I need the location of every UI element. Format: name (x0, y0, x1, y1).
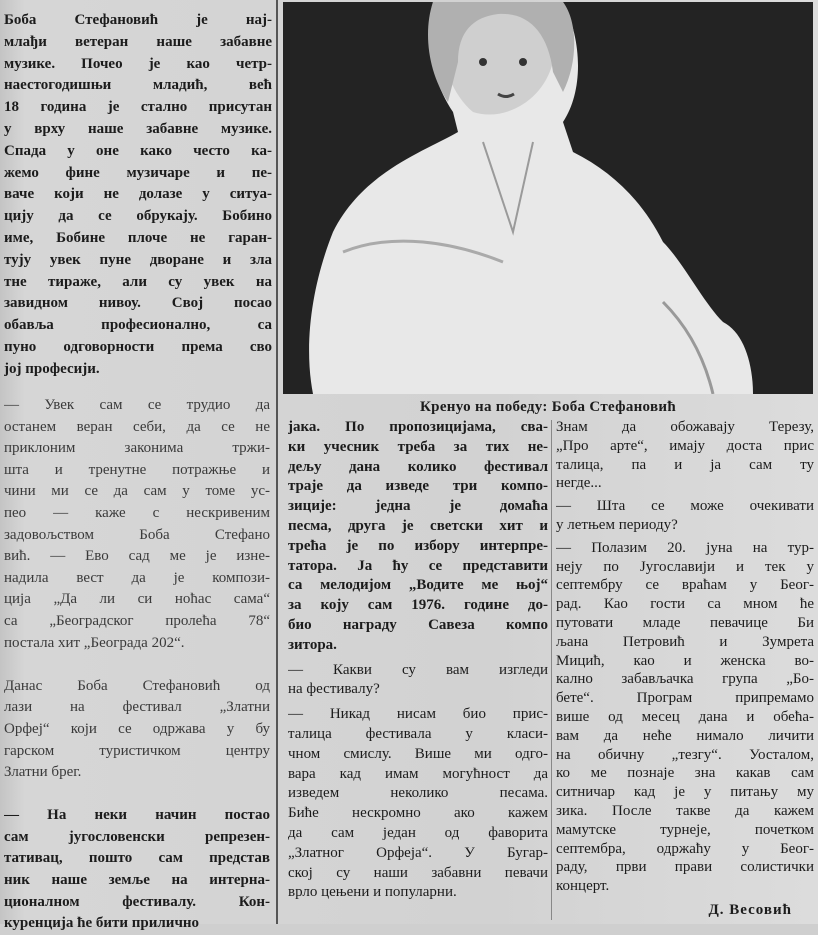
text-line: траје да изведе три компо- (288, 478, 548, 495)
text-line: зитора. (288, 636, 337, 653)
text-line: Орфеј“ који се одржава у бу (4, 720, 270, 737)
text-line: ки учесник треба за тих не- (288, 438, 548, 455)
photo-boba-stefanovic (283, 2, 813, 394)
text-line: надила вест да је компози- (4, 569, 270, 586)
text-line: дељу дана колико фестивал (288, 458, 548, 475)
text-line: Биће нескромно ако кажем (288, 805, 548, 822)
text-line: са мелодијом „Водите ме њој“ (288, 577, 548, 594)
text-line: путовати младе певачице Би (556, 614, 814, 631)
text-line: Боба Стефановић је нај- (4, 12, 272, 28)
text-line: септембру се враћам у Беог- (556, 577, 814, 594)
text-line: обавља професионално, са (4, 317, 272, 334)
text-line: изведем неколико песама. (288, 785, 548, 802)
text-line: неју по Југославији и тек у (556, 558, 814, 575)
text-line: име, Бобине плоче не гаран- (4, 229, 272, 246)
text-line: — Никад нисам био прис- (288, 706, 548, 723)
text-line: вара кад имам могућност да (288, 765, 548, 782)
text-line: тују увек пуне дворане и зла (4, 251, 272, 268)
text-line: Спада у оне како често ка- (4, 142, 272, 159)
paragraph-gap (4, 654, 270, 676)
portrait-image (283, 2, 813, 394)
text-line: у врху наше забавне музике. (4, 120, 272, 137)
text-line: више од месец дана и обећа- (556, 708, 814, 725)
text-line: ситничар кад је у питању му (556, 784, 814, 801)
text-line: ник наше земље на интерна- (4, 872, 270, 889)
text-line: лази на фестивал „Златни (4, 699, 270, 716)
text-line: био награду Савеза компо (288, 616, 548, 633)
article-column-1 (4, 395, 270, 935)
intro-column (4, 10, 272, 381)
article-column-3 (556, 418, 814, 896)
text-line: кално забављачка група „Бо- (556, 671, 814, 688)
text-line: трећа је по избору интерпре- (288, 537, 548, 554)
column-divider (276, 0, 278, 924)
text-line: — Какви су вам изгледи (288, 661, 548, 678)
text-line: — Шта се може очекивати (556, 498, 814, 515)
text-line: врло цењени и популарни. (288, 884, 457, 901)
text-line: завидном нивоу. Свој посао (4, 295, 272, 312)
article-column-2 (288, 418, 548, 903)
text-line: Знам да обожавају Терезу, (556, 419, 814, 435)
text-line: млађи ветеран наше забавне (4, 33, 272, 50)
text-line: пео — каже с нескривеним (4, 504, 270, 521)
text-line: тативац, пошто сам представ (4, 850, 270, 867)
text-line: куренција ће бити прилично (4, 915, 200, 932)
text-line: останем веран себи, да се не (4, 418, 270, 435)
text-line: шта и тренутне потражње и (4, 461, 270, 478)
text-line: задовољством Боба Стефано (4, 526, 270, 543)
text-line: вам да неће нимало личити (556, 727, 814, 744)
text-line: мамутске турнеје, почетком (556, 821, 814, 838)
text-line: песма, друга је светски хит и (288, 517, 548, 534)
text-line: — Полазим 20. јуна на тур- (556, 539, 814, 556)
text-line: 18 година је стално присутан (4, 99, 272, 116)
text-line: жемо фине музичаре и пе- (4, 164, 272, 181)
text-line: татора. Ја ћу се представити (288, 557, 548, 574)
text-line: гарском туристичком центру (4, 742, 270, 759)
text-line: Данас Боба Стефановић од (4, 677, 270, 694)
text-line: Златни брег. (4, 764, 82, 781)
text-line: раду, први прави солистички (556, 859, 814, 876)
text-line: бете“. Програм припремамо (556, 690, 814, 707)
text-line: љана Петровић и Зумрета (556, 633, 814, 650)
text-line: зиције: једна је домаћа (288, 498, 548, 515)
text-line: ција „Да ли си ноћас сама“ (4, 591, 270, 608)
text-line: у летњем периоду? (556, 516, 678, 533)
text-line: чном смислу. Више ми одго- (288, 745, 548, 762)
text-line: на фестивалу? (288, 681, 380, 698)
text-line: негде... (556, 475, 602, 492)
text-line: ко ме познаје зна какав сам (556, 765, 814, 782)
text-line: тне тираже, али су увек на (4, 273, 272, 290)
text-line: „Про арте“, имају доста прис (556, 437, 814, 454)
text-line: за коју сам 1976. године до- (288, 597, 548, 614)
text-line: на обичну „тезгу“. Уосталом, (556, 746, 814, 763)
text-line: са „Београдског пролећа 78“ (4, 612, 270, 629)
author-signature: Д. Весовић (708, 902, 792, 918)
text-line: сам југословенски репрезен- (4, 828, 270, 845)
text-line: да сам један од фаворита (288, 824, 548, 841)
text-line: талица, па и ја сам ту (556, 456, 814, 473)
text-line: — Увек сам се трудио да (4, 397, 270, 413)
text-line: септембра, одржаћу у Беог- (556, 840, 814, 857)
text-line: постала хит „Београда 202“. (4, 634, 185, 651)
text-line: музике. Почео је као четр- (4, 55, 272, 72)
text-line: „Златног Орфеја“. У Бугар- (288, 844, 548, 861)
column-divider (551, 420, 552, 920)
text-line: Мицић, као и женска во- (556, 652, 814, 669)
text-line: ваче који не долазе у ситуа- (4, 186, 272, 203)
text-line: рад. Као гости са мном ће (556, 596, 814, 613)
text-line: наестогодишњи младић, већ (4, 77, 272, 94)
text-line: приклоним законима тржи- (4, 440, 270, 457)
text-line: цију да се обрукају. Бобино (4, 208, 272, 225)
text-line: вић. — Ево сад ме је изне- (4, 548, 270, 565)
paragraph-gap (4, 784, 270, 806)
text-line: чини ми се да сам у томе ус- (4, 483, 270, 500)
text-line: ској су наши забавни певачи (288, 864, 548, 881)
photo-caption: Кренуо на победу: Боба Стефановић (420, 399, 676, 415)
text-line: пуно одговорности према сво (4, 338, 272, 355)
text-line: јој професији. (4, 360, 100, 377)
text-line: јака. По пропозицијама, сва- (288, 419, 548, 435)
text-line: — На неки начин постао (4, 807, 270, 824)
text-line: ционалном фестивалу. Кон- (4, 893, 270, 910)
text-line: концерт. (556, 878, 610, 895)
text-line: талица фестивала у класи- (288, 725, 548, 742)
text-line: зика. После такве да кажем (556, 802, 814, 819)
